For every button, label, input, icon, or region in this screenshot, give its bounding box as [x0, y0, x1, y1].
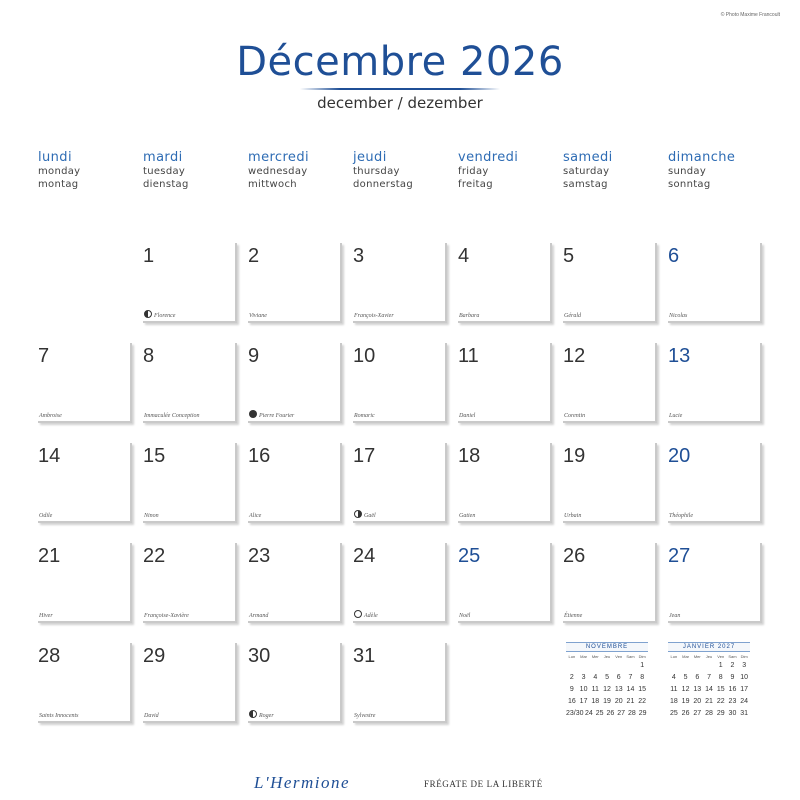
- day-number: 12: [563, 345, 586, 367]
- day-number: 31: [353, 645, 376, 667]
- mini-day: 31: [740, 709, 749, 717]
- mini-day: 30: [728, 709, 737, 717]
- saint-name: Armand: [249, 613, 269, 619]
- mini-day: 3: [742, 661, 747, 669]
- day-cell: [458, 543, 552, 623]
- day-cell: [353, 643, 447, 723]
- weekday-label-de: mittwoch: [248, 179, 297, 190]
- mini-day: 11: [670, 685, 678, 693]
- day-number: 6: [668, 245, 680, 267]
- day-number: 14: [38, 445, 61, 467]
- weekday-label-en: saturday: [563, 166, 610, 177]
- saint-name-line: [39, 413, 62, 419]
- mini-weekday-label: Lun: [670, 654, 678, 659]
- mini-day: 25: [595, 709, 604, 717]
- day-cell: [143, 543, 237, 623]
- saint-name: Lucie: [669, 413, 683, 419]
- mini-day: 20: [614, 697, 623, 705]
- day-cell: [458, 443, 552, 523]
- day-number: 13: [668, 345, 691, 367]
- day-number: 18: [458, 445, 481, 467]
- mini-day: 4: [593, 673, 598, 681]
- weekday-label-de: sonntag: [668, 179, 711, 190]
- day-cell: [563, 343, 657, 423]
- day-cell: [143, 343, 237, 423]
- saint-name: Gaël: [364, 513, 376, 519]
- mini-calendar-title: JANVIER 2027: [668, 642, 750, 652]
- day-number: 29: [143, 645, 166, 667]
- saint-name: Françoise-Xavière: [144, 613, 189, 619]
- day-number: 30: [248, 645, 271, 667]
- mini-day: 21: [705, 697, 713, 705]
- mini-day: 15: [716, 685, 725, 693]
- day-number: 2: [248, 245, 260, 267]
- mini-day: 28: [628, 709, 636, 717]
- page-subtitle: december / dezember: [317, 94, 483, 112]
- day-number: 20: [668, 445, 691, 467]
- mini-day: 3: [581, 673, 586, 681]
- day-number: 4: [458, 245, 470, 267]
- mini-day: 12: [603, 685, 611, 693]
- mini-day: 18: [669, 697, 678, 705]
- mini-day: 25: [669, 709, 678, 717]
- day-cell: [248, 343, 342, 423]
- mini-day: 19: [681, 697, 690, 705]
- saint-name: Romaric: [354, 413, 375, 419]
- mini-day: 23/30: [566, 709, 584, 717]
- mini-day: 23: [728, 697, 737, 705]
- mini-day: 9: [569, 685, 574, 693]
- day-number: 7: [38, 345, 50, 367]
- saint-name: Immaculée Conception: [144, 413, 200, 419]
- mini-day: 17: [740, 685, 749, 693]
- moon-new-icon: [249, 410, 257, 418]
- saint-name-line: [354, 610, 378, 619]
- saint-name: Urbain: [564, 513, 582, 519]
- mini-day: 22: [638, 697, 647, 705]
- day-number: 19: [563, 445, 586, 467]
- weekday-label-fr: vendredi: [458, 150, 519, 165]
- day-cell: [668, 243, 762, 323]
- saint-name-line: [459, 413, 475, 419]
- saint-name: Hiver: [39, 613, 53, 619]
- saint-name-line: [249, 710, 274, 719]
- mini-calendar-week: [668, 671, 750, 683]
- day-number: 5: [563, 245, 575, 267]
- weekday-label-en: thursday: [353, 166, 400, 177]
- saint-name-line: [144, 713, 159, 719]
- saint-name: Sylvestre: [354, 713, 376, 719]
- weekday-label-de: freitag: [458, 179, 493, 190]
- day-cell: [668, 443, 762, 523]
- day-cell: [38, 543, 132, 623]
- saint-name-line: [249, 313, 267, 319]
- weekday-label-de: montag: [38, 179, 79, 190]
- mini-calendar-week: [668, 659, 750, 671]
- saint-name-line: [39, 513, 52, 519]
- saint-name: Noël: [459, 613, 471, 619]
- saint-name: Théophile: [669, 513, 693, 519]
- saint-name: Barbara: [459, 313, 480, 319]
- mini-calendar-weekdays: [566, 654, 648, 659]
- mini-calendar-week: [566, 707, 648, 719]
- mini-day: 29: [716, 709, 725, 717]
- weekday-label-fr: lundi: [38, 150, 72, 165]
- day-number: 17: [353, 445, 376, 467]
- mini-day: 9: [730, 673, 735, 681]
- saint-name: François-Xavier: [354, 313, 394, 319]
- saint-name-line: [459, 613, 470, 619]
- mini-day: 16: [567, 697, 576, 705]
- mini-day: 14: [705, 685, 713, 693]
- weekday-label-de: samstag: [563, 179, 608, 190]
- mini-weekday-label: Mer: [591, 654, 599, 659]
- mini-calendar-week: [566, 683, 648, 695]
- day-number: 23: [248, 545, 271, 567]
- mini-weekday-label: Mer: [693, 654, 701, 659]
- day-cell: [248, 543, 342, 623]
- weekday-label-en: monday: [38, 166, 81, 177]
- mini-weekday-label: Jeu: [603, 654, 611, 659]
- mini-day: 14: [626, 685, 635, 693]
- mini-weekday-label: Ven: [717, 654, 725, 659]
- moon-first-icon: [354, 510, 362, 518]
- weekday-label-fr: mercredi: [248, 150, 309, 165]
- day-cell: [143, 243, 237, 323]
- day-number: 26: [563, 545, 586, 567]
- saint-name-line: [354, 510, 376, 519]
- day-cell: [563, 443, 657, 523]
- saint-name: Viviane: [249, 313, 267, 319]
- saint-name-line: [564, 313, 581, 319]
- weekday-label-fr: samedi: [563, 150, 613, 165]
- saint-name-line: [564, 513, 581, 519]
- mini-weekday-label: Sam: [728, 654, 737, 659]
- footer: [0, 773, 800, 793]
- weekday-label-fr: dimanche: [668, 150, 736, 165]
- mini-weekday-label: Ven: [615, 654, 623, 659]
- saint-name: Nicolas: [669, 313, 688, 319]
- page-title: Décembre 2026: [236, 39, 564, 85]
- day-cell: [38, 643, 132, 723]
- day-number: 16: [248, 445, 271, 467]
- day-cell: [563, 543, 657, 623]
- mini-day: 10: [740, 673, 749, 681]
- weekday-label-de: donnerstag: [353, 179, 414, 190]
- mini-weekday-label: Mar: [682, 654, 690, 659]
- mini-calendar-week: [566, 695, 648, 707]
- mini-day: 12: [681, 685, 690, 693]
- mini-day: 13: [614, 685, 623, 693]
- saint-name: Jean: [669, 613, 681, 619]
- mini-day: 1: [718, 661, 723, 669]
- mini-day: 6: [616, 673, 621, 681]
- day-cell: [563, 243, 657, 323]
- saint-name-line: [144, 513, 159, 519]
- day-number: 28: [38, 645, 61, 667]
- mini-day: 10: [579, 685, 588, 693]
- mini-day: 2: [569, 673, 574, 681]
- day-cell: [248, 643, 342, 723]
- day-number: 24: [353, 545, 376, 567]
- mini-day: 1: [640, 661, 645, 669]
- saint-name: Étienne: [564, 613, 583, 619]
- saint-name: Pierre Fourier: [259, 413, 295, 419]
- mini-day: 5: [683, 673, 688, 681]
- day-number: 1: [143, 245, 155, 267]
- saint-name-line: [669, 313, 687, 319]
- photo-credit: © Photo Maxime Francoult: [720, 12, 780, 18]
- mini-day: 27: [693, 709, 702, 717]
- mini-weekday-label: Lun: [568, 654, 576, 659]
- saint-name-line: [144, 413, 199, 419]
- weekday-label-en: friday: [458, 166, 489, 177]
- saint-name-line: [564, 413, 585, 419]
- mini-day: 7: [707, 673, 711, 681]
- day-cell: [38, 443, 132, 523]
- day-number: 15: [143, 445, 166, 467]
- saint-name-line: [459, 313, 479, 319]
- day-cell: [248, 443, 342, 523]
- saint-name-line: [249, 410, 294, 419]
- day-number: 21: [38, 545, 61, 567]
- mini-day: 17: [579, 697, 588, 705]
- saint-name: Florence: [154, 313, 176, 319]
- day-cell: [143, 643, 237, 723]
- day-cell: [353, 243, 447, 323]
- moon-last-icon: [144, 310, 152, 318]
- mini-day: 6: [695, 673, 700, 681]
- day-cell: [458, 243, 552, 323]
- day-cell: [143, 443, 237, 523]
- day-number: 10: [353, 345, 376, 367]
- mini-calendar-week: [668, 683, 750, 695]
- day-cell: [353, 443, 447, 523]
- saint-name: Gatien: [459, 513, 476, 519]
- brand-tagline: FRÉGATE DE LA LIBERTÉ: [424, 779, 543, 789]
- mini-day: 27: [617, 709, 626, 717]
- mini-day: 4: [671, 673, 676, 681]
- saint-name: Daniel: [459, 413, 476, 419]
- day-cell: [248, 243, 342, 323]
- weekday-label-de: dienstag: [143, 179, 189, 190]
- day-cell: [353, 343, 447, 423]
- mini-day: 5: [605, 673, 609, 681]
- mini-day: 26: [681, 709, 690, 717]
- mini-day: 16: [728, 685, 737, 693]
- mini-calendar-week: [566, 659, 648, 671]
- saint-name-line: [459, 513, 475, 519]
- saint-name-line: [354, 313, 394, 319]
- mini-day: 28: [705, 709, 713, 717]
- day-cell: [38, 343, 132, 423]
- mini-day: 29: [638, 709, 647, 717]
- saint-name: Alice: [249, 513, 262, 519]
- moon-full-icon: [354, 610, 362, 618]
- mini-day: 2: [730, 661, 735, 669]
- saint-name-line: [669, 413, 682, 419]
- saint-name: Ambroise: [39, 413, 62, 419]
- weekday-label-en: wednesday: [248, 166, 308, 177]
- saint-name-line: [354, 713, 375, 719]
- saint-name-line: [144, 613, 189, 619]
- mini-day: 20: [693, 697, 702, 705]
- weekday-label-fr: jeudi: [353, 150, 387, 165]
- mini-day: 24: [740, 697, 749, 705]
- mini-calendar-weekdays: [668, 654, 750, 659]
- mini-day: 21: [626, 697, 635, 705]
- day-number: 27: [668, 545, 691, 567]
- saint-name-line: [354, 413, 375, 419]
- mini-weekday-label: Mar: [580, 654, 588, 659]
- mini-day: 13: [693, 685, 702, 693]
- saint-name: Corentin: [564, 413, 586, 419]
- day-number: 22: [143, 545, 166, 567]
- saint-name: Gérald: [564, 313, 581, 319]
- mini-day: 24: [585, 709, 593, 717]
- mini-day: 7: [628, 673, 633, 681]
- saint-name-line: [249, 513, 261, 519]
- mini-weekday-label: Dim: [638, 654, 646, 659]
- mini-day: 22: [716, 697, 725, 705]
- saint-name-line: [144, 310, 175, 319]
- day-cell: [353, 543, 447, 623]
- mini-calendar-title: NOVEMBRE: [566, 642, 648, 652]
- saint-name: Adèle: [364, 613, 378, 619]
- saint-name: Saints Innocents: [39, 713, 79, 719]
- weekday-label-fr: mardi: [143, 150, 183, 165]
- weekday-label-en: sunday: [668, 166, 707, 177]
- saint-name: Ninon: [144, 513, 159, 519]
- mini-weekday-label: Sam: [626, 654, 635, 659]
- day-number: 8: [143, 345, 155, 367]
- day-cell: [668, 543, 762, 623]
- day-number: 25: [458, 545, 481, 567]
- saint-name-line: [564, 613, 582, 619]
- moon-last-icon: [249, 710, 257, 718]
- saint-name-line: [669, 613, 680, 619]
- mini-day: 18: [591, 697, 600, 705]
- brand-name: L'Hermione: [254, 773, 351, 792]
- day-cell: [458, 343, 552, 423]
- saint-name-line: [249, 613, 268, 619]
- mini-calendar-week: [668, 707, 750, 719]
- saint-name: Roger: [259, 713, 274, 719]
- mini-day: 11: [591, 685, 599, 693]
- day-number: 11: [458, 345, 479, 367]
- saint-name-line: [39, 613, 53, 619]
- day-number: 9: [248, 345, 260, 367]
- day-cell: [668, 343, 762, 423]
- mini-calendar: [566, 642, 648, 719]
- mini-calendar-week: [566, 671, 648, 683]
- mini-day: 8: [640, 673, 645, 681]
- saint-name: Odile: [39, 513, 53, 519]
- mini-calendar-week: [668, 695, 750, 707]
- mini-weekday-label: Dim: [740, 654, 748, 659]
- mini-day: 26: [606, 709, 615, 717]
- weekday-label-en: tuesday: [143, 166, 186, 177]
- mini-calendar: [668, 642, 750, 719]
- saint-name-line: [39, 713, 79, 719]
- day-number: 3: [353, 245, 365, 267]
- mini-day: 15: [638, 685, 647, 693]
- mini-weekday-label: Jeu: [705, 654, 713, 659]
- saint-name-line: [669, 513, 693, 519]
- mini-day: 19: [603, 697, 611, 705]
- mini-day: 8: [718, 673, 723, 681]
- saint-name: David: [144, 713, 159, 719]
